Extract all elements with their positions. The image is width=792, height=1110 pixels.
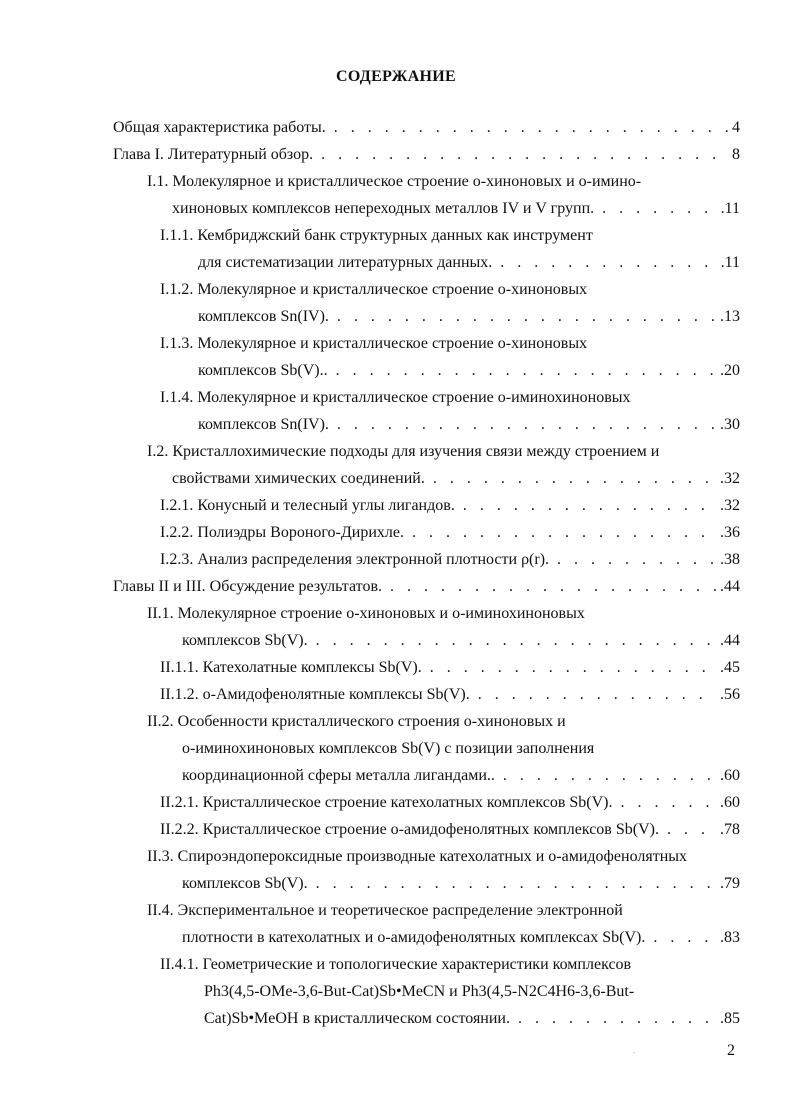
toc-page: .44: [720, 578, 740, 595]
toc-leader: [594, 199, 716, 219]
toc-entry[interactable]: [198, 307, 740, 327]
toc-leader: [659, 820, 716, 840]
toc-entry-text[interactable]: Ph3(4,5-OMe-3,6-But-Cat)Sb•MeCN и Ph3(4,5-N2C4H6-3,6-But-: [204, 983, 635, 1000]
toc-leader: [455, 496, 716, 516]
toc-page: .56: [720, 686, 740, 703]
toc-page: .32: [720, 497, 740, 514]
toc-leader: [382, 577, 716, 597]
toc-entry[interactable]: [160, 820, 740, 840]
toc-entry[interactable]: [172, 199, 740, 219]
toc-entry[interactable]: [113, 577, 740, 597]
toc-page: .78: [720, 821, 740, 838]
toc-entry-text[interactable]: II.4.1. Геометрические и топологические характеристики комплексов: [160, 956, 632, 973]
toc-entry[interactable]: [198, 415, 740, 435]
toc-entry-text[interactable]: II.4. Экспериментальное и теоретическое распределение электронной: [147, 902, 623, 919]
toc-leader: [645, 928, 716, 948]
toc-page: .38: [720, 551, 740, 568]
toc-entry[interactable]: [182, 874, 740, 894]
toc-entry-text[interactable]: I.1. Молекулярное и кристаллическое строение о-хиноновых и о-имино-: [147, 173, 642, 190]
toc-entry-text: II.2.1. Кристаллическое строение катехолатных комплексов Sb(V).: [160, 794, 613, 811]
toc-page: .60: [720, 794, 740, 811]
toc-page: .11: [720, 254, 740, 271]
toc-leader: [308, 631, 716, 651]
toc-entry[interactable]: [160, 658, 740, 678]
toc-page: .85: [720, 1010, 740, 1027]
toc-entry-text: Общая характеристика работы.: [113, 119, 326, 136]
toc-entry-text[interactable]: I.1.1. Кембриджский банк структурных данных как инструмент: [160, 227, 593, 244]
toc-entry[interactable]: [182, 631, 740, 651]
toc-entry-text: Cat)Sb•MeOH в кристаллическом состоянии.: [204, 1010, 510, 1027]
toc-entry-text: координационной сферы металла лигандами..: [182, 767, 495, 784]
toc-entry[interactable]: [182, 928, 740, 948]
toc-entry-text: Главы II и III. Обсуждение результатов.: [113, 578, 382, 595]
page-number: 2: [727, 1042, 735, 1059]
toc-page: .45: [720, 659, 740, 676]
toc-entry[interactable]: [160, 523, 740, 543]
toc-leader: [613, 793, 717, 813]
toc-leader: [329, 307, 716, 327]
toc-leader: [549, 550, 716, 570]
toc-entry-text: комплексов Sn(IV).: [198, 416, 329, 433]
toc-entry-text: плотности в катехолатных и о-амидофенолятных комплексах Sb(V).: [182, 929, 646, 946]
toc-entry-text: хиноновых комплексов непереходных металлов IV и V групп.: [172, 200, 595, 217]
toc-page: .60: [720, 767, 740, 784]
toc-entry[interactable]: [160, 793, 740, 813]
toc-entry-text: комплексов Sn(IV).: [198, 308, 329, 325]
toc-page: 8: [732, 146, 740, 163]
scan-mark: .: [633, 1046, 635, 1055]
toc-entry-text: II.2.2. Кристаллическое строение о-амидофенолятных комплексов Sb(V).: [160, 821, 659, 838]
toc-leader: [308, 874, 716, 894]
toc-entry-text: комплексов Sb(V).: [182, 632, 308, 649]
toc-entry-text: II.1.2. о-Амидофенолятные комплексы Sb(V).: [160, 686, 470, 703]
toc-entry-text[interactable]: I.2. Кристаллохимические подходы для изучения связи между строением и: [147, 443, 660, 460]
toc-page: .83: [720, 929, 740, 946]
toc-entry-text: II.1.1. Катехолатные комплексы Sb(V).: [160, 659, 422, 676]
toc-leader: [329, 415, 716, 435]
toc-entry-text: I.2.2. Полиэдры Вороного-Дирихле.: [160, 524, 404, 541]
toc-entry-text: комплексов Sb(V)..: [198, 362, 328, 379]
toc-entry-text: для систематизации литературных данных.: [198, 254, 493, 271]
toc-entry-text: I.2.1. Конусный и телесный углы лигандов.: [160, 497, 455, 514]
toc-entry-text: комплексов Sb(V).: [182, 875, 308, 892]
toc-leader: [313, 145, 728, 165]
toc-leader: [492, 253, 716, 273]
toc-page: .36: [720, 524, 740, 541]
toc-page: .11: [720, 200, 740, 217]
toc-entry-text[interactable]: II.3. Спироэндопероксидные производные катехолатных и о-амидофенолятных: [147, 848, 688, 865]
toc-entry-text: Глава I. Литературный обзор.: [113, 146, 314, 163]
toc-page: .13: [720, 308, 740, 325]
toc-entry[interactable]: [113, 145, 740, 165]
toc-entry[interactable]: [113, 118, 740, 138]
toc-entry-text[interactable]: I.1.4. Молекулярное и кристаллическое строение о-иминохиноновых: [160, 389, 631, 406]
toc-leader: [495, 766, 716, 786]
toc-entry[interactable]: [182, 766, 740, 786]
toc-page: 4: [732, 119, 740, 136]
toc-leader: [422, 658, 716, 678]
toc-entry-text[interactable]: I.1.3. Молекулярное и кристаллическое строение о-хиноновых: [160, 335, 588, 352]
toc-leader: [510, 1009, 716, 1029]
toc-entry[interactable]: [172, 469, 740, 489]
toc-entry[interactable]: [160, 496, 740, 516]
toc-leader: [328, 361, 716, 381]
toc-page: .44: [720, 632, 740, 649]
toc-leader: [425, 469, 716, 489]
page-title: СОДЕРЖАНИЕ: [335, 68, 457, 85]
toc-entry[interactable]: [160, 550, 740, 570]
toc-entry-text: свойствами химических соединений.: [172, 470, 425, 487]
toc-entry-text[interactable]: II.1. Молекулярное строение о-хиноновых и о-иминохиноновых: [147, 605, 585, 622]
toc-leader: [470, 685, 716, 705]
toc-entry-text[interactable]: I.1.2. Молекулярное и кристаллическое строение о-хиноновых: [160, 281, 588, 298]
toc-page: .79: [720, 875, 740, 892]
toc-leader: [326, 118, 728, 138]
toc-entry-text: I.2.3. Анализ распределения электронной плотности ρ(r).: [160, 551, 550, 568]
toc-page: .30: [720, 416, 740, 433]
toc-entry[interactable]: [160, 685, 740, 705]
toc-leader: [404, 523, 716, 543]
toc-entry-text[interactable]: II.2. Особенности кристаллического строения о-хиноновых и: [147, 713, 566, 730]
toc-entry[interactable]: [198, 361, 740, 381]
toc-entry-text[interactable]: о-иминохиноновых комплексов Sb(V) с позиции заполнения: [182, 740, 595, 757]
toc-entry[interactable]: [198, 253, 740, 273]
toc-entry[interactable]: [204, 1009, 740, 1029]
toc-page: .20: [720, 362, 740, 379]
toc-page: .32: [720, 470, 740, 487]
